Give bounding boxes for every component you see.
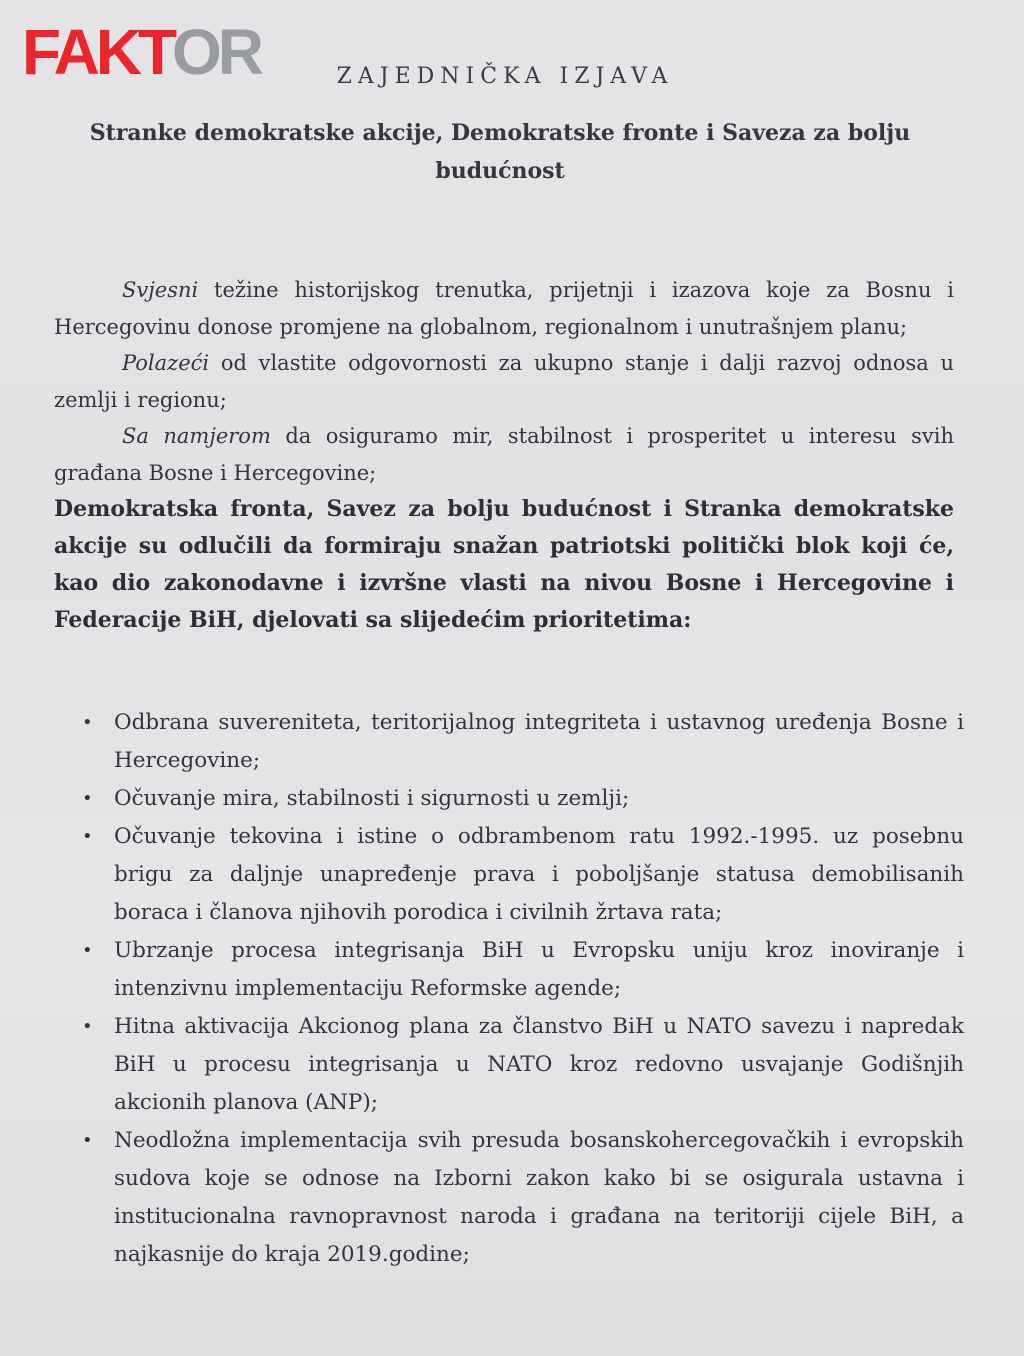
- document-title: ZAJEDNIČKA IZJAVA: [336, 64, 674, 89]
- document-subtitle: Stranke demokratske akcije, Demokratske fronte i Saveza za bolju budućnost: [89, 120, 911, 184]
- list-item: [60, 818, 964, 932]
- logo-part-red: FAKT: [22, 16, 172, 88]
- paragraph-lead: Polazeći: [122, 351, 210, 375]
- paragraph-text: da osiguramo mir, stabilnost i prosperitet u interesu svih građana Bosne i Hercegovine;: [54, 424, 954, 485]
- list-item: [60, 1122, 964, 1274]
- list-item: [60, 780, 964, 818]
- bullet-icon: •: [82, 1016, 93, 1037]
- paragraph-lead: Sa namjerom: [122, 424, 271, 448]
- bullet-icon: •: [82, 712, 93, 733]
- list-item: [60, 932, 964, 1008]
- list-item: [60, 1008, 964, 1122]
- paragraph-text: težine historijskog trenutka, prijetnji i izazova koje za Bosnu i Hercegovinu donose promjene na globalnom, regionalnom i unutrašnjem planu;: [54, 278, 954, 339]
- priorities-list: [60, 704, 964, 1274]
- list-item-text: Ubrzanje procesa integrisanja BiH u Evropsku uniju kroz inoviranje i intenzivnu implementaciju Reformske agende;: [114, 938, 964, 1001]
- list-item-text: Hitna aktivacija Akcionog plana za članstvo BiH u NATO savezu i napredak BiH u procesu integrisanja u NATO kroz redovno usvajanje Godišnjih akcionih planova (ANP);: [114, 1014, 964, 1115]
- logo-part-grey: OR: [171, 16, 260, 88]
- bullet-icon: •: [82, 1130, 93, 1151]
- document-body: [54, 272, 954, 639]
- list-item-text: Odbrana suvereniteta, teritorijalnog integriteta i ustavnog uređenja Bosne i Hercegovine;: [114, 710, 964, 773]
- list-item: [60, 704, 964, 780]
- paragraph: [54, 418, 954, 491]
- bullet-icon: •: [82, 826, 93, 847]
- bullet-icon: •: [82, 788, 93, 809]
- paragraph-text: od vlastite odgovornosti za ukupno stanje i dalji razvoj odnosa u zemlji i regionu;: [54, 351, 954, 412]
- paragraph: [54, 345, 954, 418]
- list-item-text: Očuvanje mira, stabilnosti i sigurnosti u zemlji;: [114, 786, 630, 811]
- list-item-text: Očuvanje tekovina i istine o odbrambenom ratu 1992.-1995. uz posebnu brigu za daljnje unapređenje prava i poboljšanje statusa demobilisanih boraca i članova njihovih porodica i civilnih žrtava rata;: [114, 824, 964, 925]
- resolution-statement: Demokratska fronta, Savez za bolju budućnost i Stranka demokratske akcije su odlučili da formiraju snažan patriotski politički blok koji će, kao dio zakonodavne i izvršne vlasti na nivou Bosne i Hercegovine i Federacije BiH, djelovati sa slijedećim prioritetima:: [54, 496, 954, 633]
- bullet-icon: •: [82, 940, 93, 961]
- paragraph: [54, 272, 954, 345]
- list-item-text: Neodložna implementacija svih presuda bosanskohercegovačkih i evropskih sudova koje se odnose na Izborni zakon kako bi se osigurala ustavna i institucionalna ravnopravnost naroda i građana na teritoriji cijele BiH, a najkasnije do kraja 2019.godine;: [114, 1128, 964, 1267]
- paragraph-lead: Svjesni: [122, 278, 199, 302]
